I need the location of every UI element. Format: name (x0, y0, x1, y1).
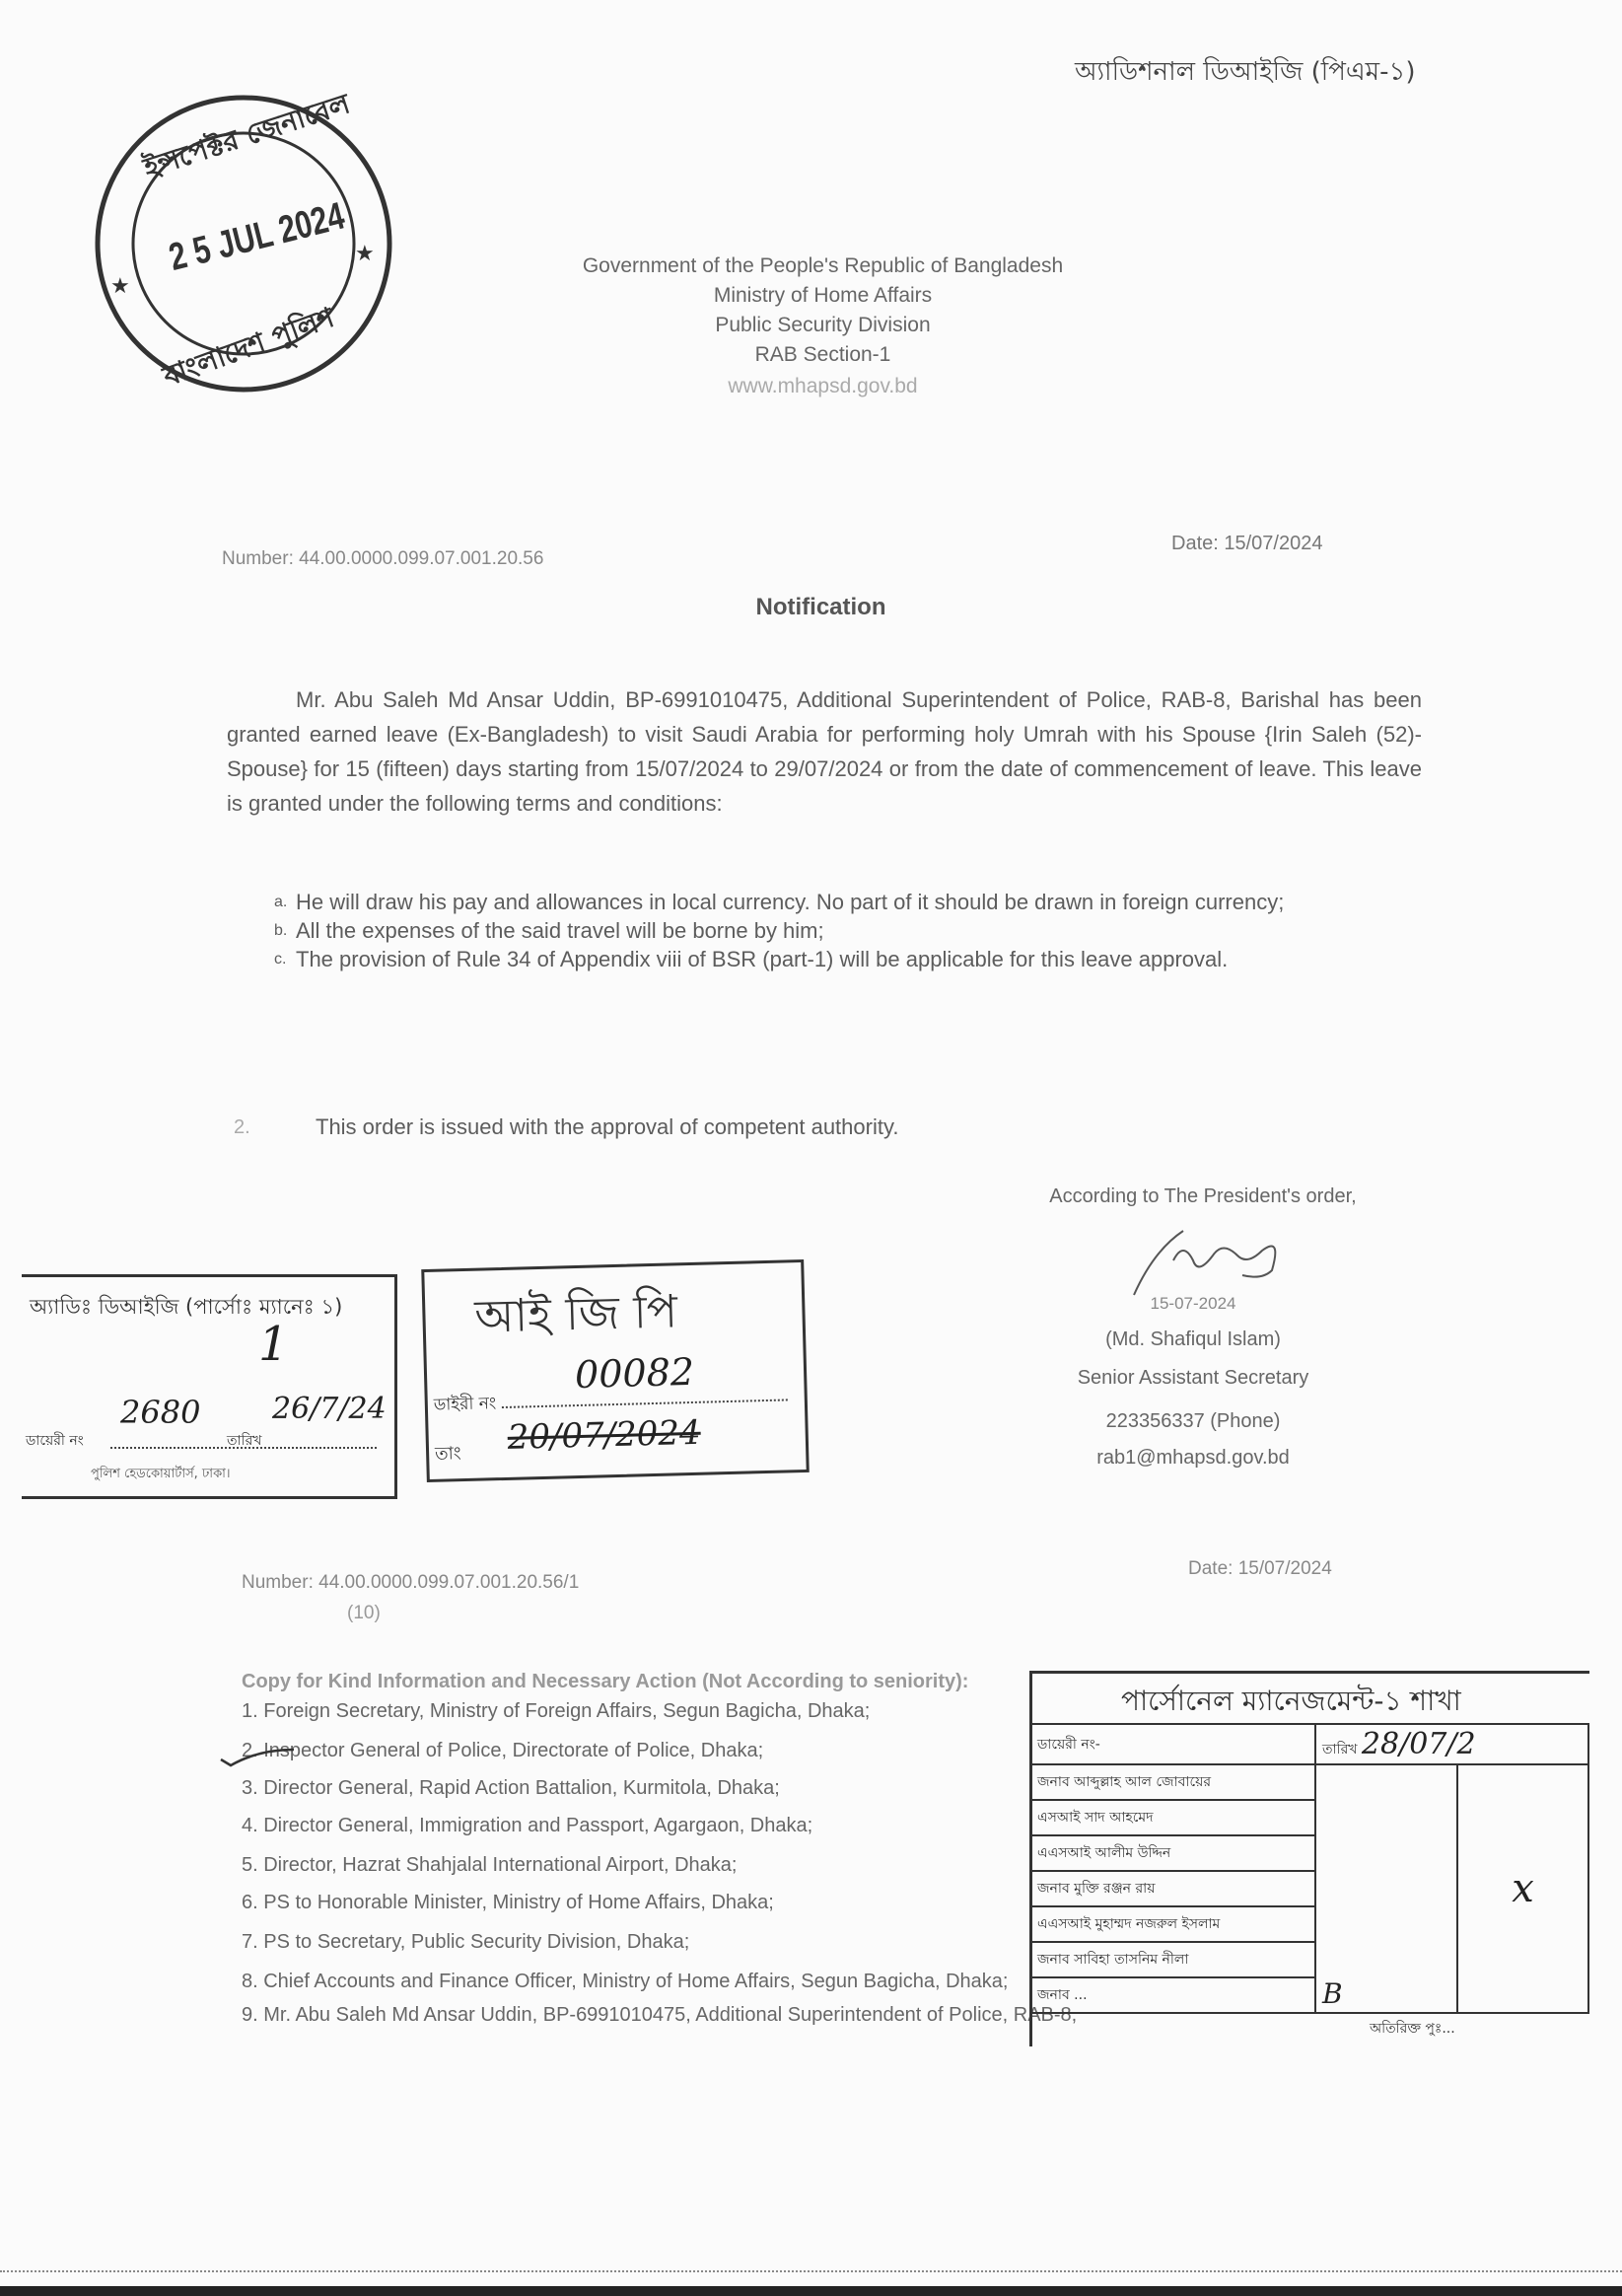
routing-name: জনাব আব্দুল্লাহ আল জোবায়ের (1030, 1764, 1315, 1800)
memo-number: Number: 44.00.0000.099.07.001.20.56 (222, 548, 544, 569)
seal-bottom-text: বাংলাদেশ পুলিশ (159, 301, 338, 394)
conditions-list (274, 888, 1430, 973)
routing-name: জনাব সাবিহা তাসনিম নীলা (1030, 1942, 1315, 1977)
diary-label: ডায়েরী নং- (1030, 1724, 1315, 1764)
copy-heading: Copy for Kind Information and Necessary Action (Not According to seniority): (242, 1671, 969, 1692)
routing-table (1029, 1723, 1589, 2014)
condition-text: The provision of Rule 34 of Appendix viii of BSR (part-1) will be applicable for this leave approval. (296, 947, 1229, 971)
stamp-date: 26/7/24 (272, 1392, 387, 1426)
point-2-marker: 2. (234, 1116, 250, 1138)
signatory-designation: Senior Assistant Secretary (1077, 1367, 1309, 1389)
signatory-name: (Md. Shafiqul Islam) (1105, 1328, 1281, 1350)
website: www.mhapsd.gov.bd (728, 375, 918, 397)
signature-date: 15-07-2024 (1150, 1294, 1236, 1313)
condition-item: c. The provision of Rule 34 of Appendix viii of BSR (part-1) will be applicable for this leave approval. (274, 947, 1229, 971)
recipient-item: 2. Inspector General of Police, Directorate of Police, Dhaka; (242, 1740, 764, 1761)
memo-title: Notification (755, 594, 886, 620)
routing-name: এসআই সাদ আহমেদ (1030, 1800, 1315, 1835)
division: Public Security Division (715, 314, 931, 336)
routing-name: জনাব ... (1030, 1977, 1315, 2013)
stamp-mark: 1 (258, 1317, 289, 1372)
stamp-title: অ্যাডিঃ ডিআইজি (পার্সোঃ ম্যানেঃ ১) (30, 1295, 343, 1319)
dotted-line (502, 1399, 788, 1408)
date-label: তারিখ (227, 1433, 262, 1449)
svg-text:★: ★ (355, 241, 375, 265)
checkmark-icon (219, 1746, 298, 1767)
date-label: তাং (434, 1443, 461, 1465)
copy-date: Date: 15/07/2024 (1188, 1558, 1332, 1579)
condition-text: He will draw his pay and allowances in local currency. No part of it should be drawn in foreign currency; (296, 890, 1285, 914)
stamp-title: পার্সোনেল ম্যানেজমেন্ট-১ শাখা (1121, 1685, 1461, 1717)
personnel-management-stamp (1029, 1671, 1589, 2046)
routing-note: অ্যাডিশনাল ডিআইজি (পিএম-১) (1075, 57, 1416, 87)
date-label: তারিখ (1322, 1742, 1358, 1758)
stamp-date: 28/07/2 (1361, 1727, 1476, 1761)
recipient-item: 5. Director, Hazrat Shahjalal International Airport, Dhaka; (242, 1854, 738, 1876)
memo-date: Date: 15/07/2024 (1171, 533, 1323, 554)
date-cell (1315, 1724, 1588, 1764)
section: RAB Section-1 (754, 343, 891, 366)
condition-text: All the expenses of the said travel will be borne by him; (296, 918, 824, 943)
signatory-phone: 223356337 (Phone) (1105, 1410, 1281, 1432)
svg-text:★: ★ (110, 273, 130, 298)
condition-item: a. He will draw his pay and allowances in local currency. No part of it should be drawn in foreign currency; (274, 890, 1285, 914)
scan-edge (0, 2270, 1622, 2280)
signature-scribble-icon (1104, 1221, 1341, 1300)
stamp-date: 20/07/2024 (507, 1412, 702, 1458)
stamp-title: আই জি পি (473, 1284, 678, 1343)
routing-mark: x (1512, 1866, 1534, 1911)
recipient-item: 6. PS to Honorable Minister, Ministry of Home Affairs, Dhaka; (242, 1892, 774, 1913)
diary-label: ডাইরী নং (433, 1394, 497, 1415)
initial-mark: B (1322, 1977, 1343, 2010)
igp-receipt-stamp (421, 1259, 810, 1482)
stamp-footer: পুলিশ হেডকোয়ার্টার্স, ঢাকা। (91, 1467, 231, 1481)
gov-title: Government of the People's Republic of Bangladesh (582, 254, 1064, 277)
memo-body: Mr. Abu Saleh Md Ansar Uddin, BP-6991010475, Additional Superintendent of Police, RAB-8, Barishal has been granted earned leave (Ex-Bangladesh) to visit Saudi Arabia for performing holy Umrah with his Spouse {Irin Saleh (52)-Spouse} for 15 (fifteen) days starting from 15/07/2024 to 29/07/2024 or from the date of commencement of leave. This leave is granted under the following terms and conditions: (227, 687, 1422, 816)
signatory-email: rab1@mhapsd.gov.bd (1096, 1447, 1290, 1469)
recipient-item: 4. Director General, Immigration and Passport, Agargaon, Dhaka; (242, 1815, 813, 1836)
recipient-item: 1. Foreign Secretary, Ministry of Foreign Affairs, Segun Bagicha, Dhaka; (242, 1700, 871, 1722)
recipient-item: 3. Director General, Rapid Action Battalion, Kurmitola, Dhaka; (242, 1777, 780, 1799)
addl-dig-receipt-stamp (22, 1274, 397, 1499)
recipient-item: 7. PS to Secretary, Public Security Division, Dhaka; (242, 1931, 690, 1953)
stamp-footer: অতিরিক্ত পুঃ... (1370, 2021, 1455, 2037)
seal-date: 2 5 JUL 2024 (165, 194, 349, 280)
routing-name: এএসআই মুহাম্মদ নজরুল ইসলাম (1030, 1906, 1315, 1942)
point-2-text: This order is issued with the approval of competent authority. (316, 1114, 899, 1139)
dotted-line (110, 1447, 377, 1449)
recipient-item: 8. Chief Accounts and Finance Officer, Ministry of Home Affairs, Segun Bagicha, Dhaka; (242, 1971, 1009, 1992)
ministry: Ministry of Home Affairs (713, 284, 933, 307)
diary-number: 2680 (120, 1394, 201, 1431)
routing-name: এএসআই আলীম উদ্দিন (1030, 1835, 1315, 1871)
diary-number: 00082 (574, 1349, 695, 1398)
seal-top-text: ইন্সপেক্টর জেনারেল (139, 87, 354, 184)
diary-label: ডায়েরী নং (26, 1433, 84, 1449)
condition-item: b. All the expenses of the said travel will be borne by him; (274, 918, 824, 943)
recipient-item: 9. Mr. Abu Saleh Md Ansar Uddin, BP-6991010475, Additional Superintendent of Police, RAB-8, (242, 2004, 1078, 2026)
scan-edge-bar (0, 2286, 1622, 2296)
routing-name: জনাব মুক্তি রঞ্জন রায় (1030, 1871, 1315, 1906)
copy-number: Number: 44.00.0000.099.07.001.20.56/1 (242, 1572, 580, 1593)
president-order: According to The President's order, (1049, 1185, 1357, 1207)
copy-count: (10) (347, 1603, 381, 1623)
